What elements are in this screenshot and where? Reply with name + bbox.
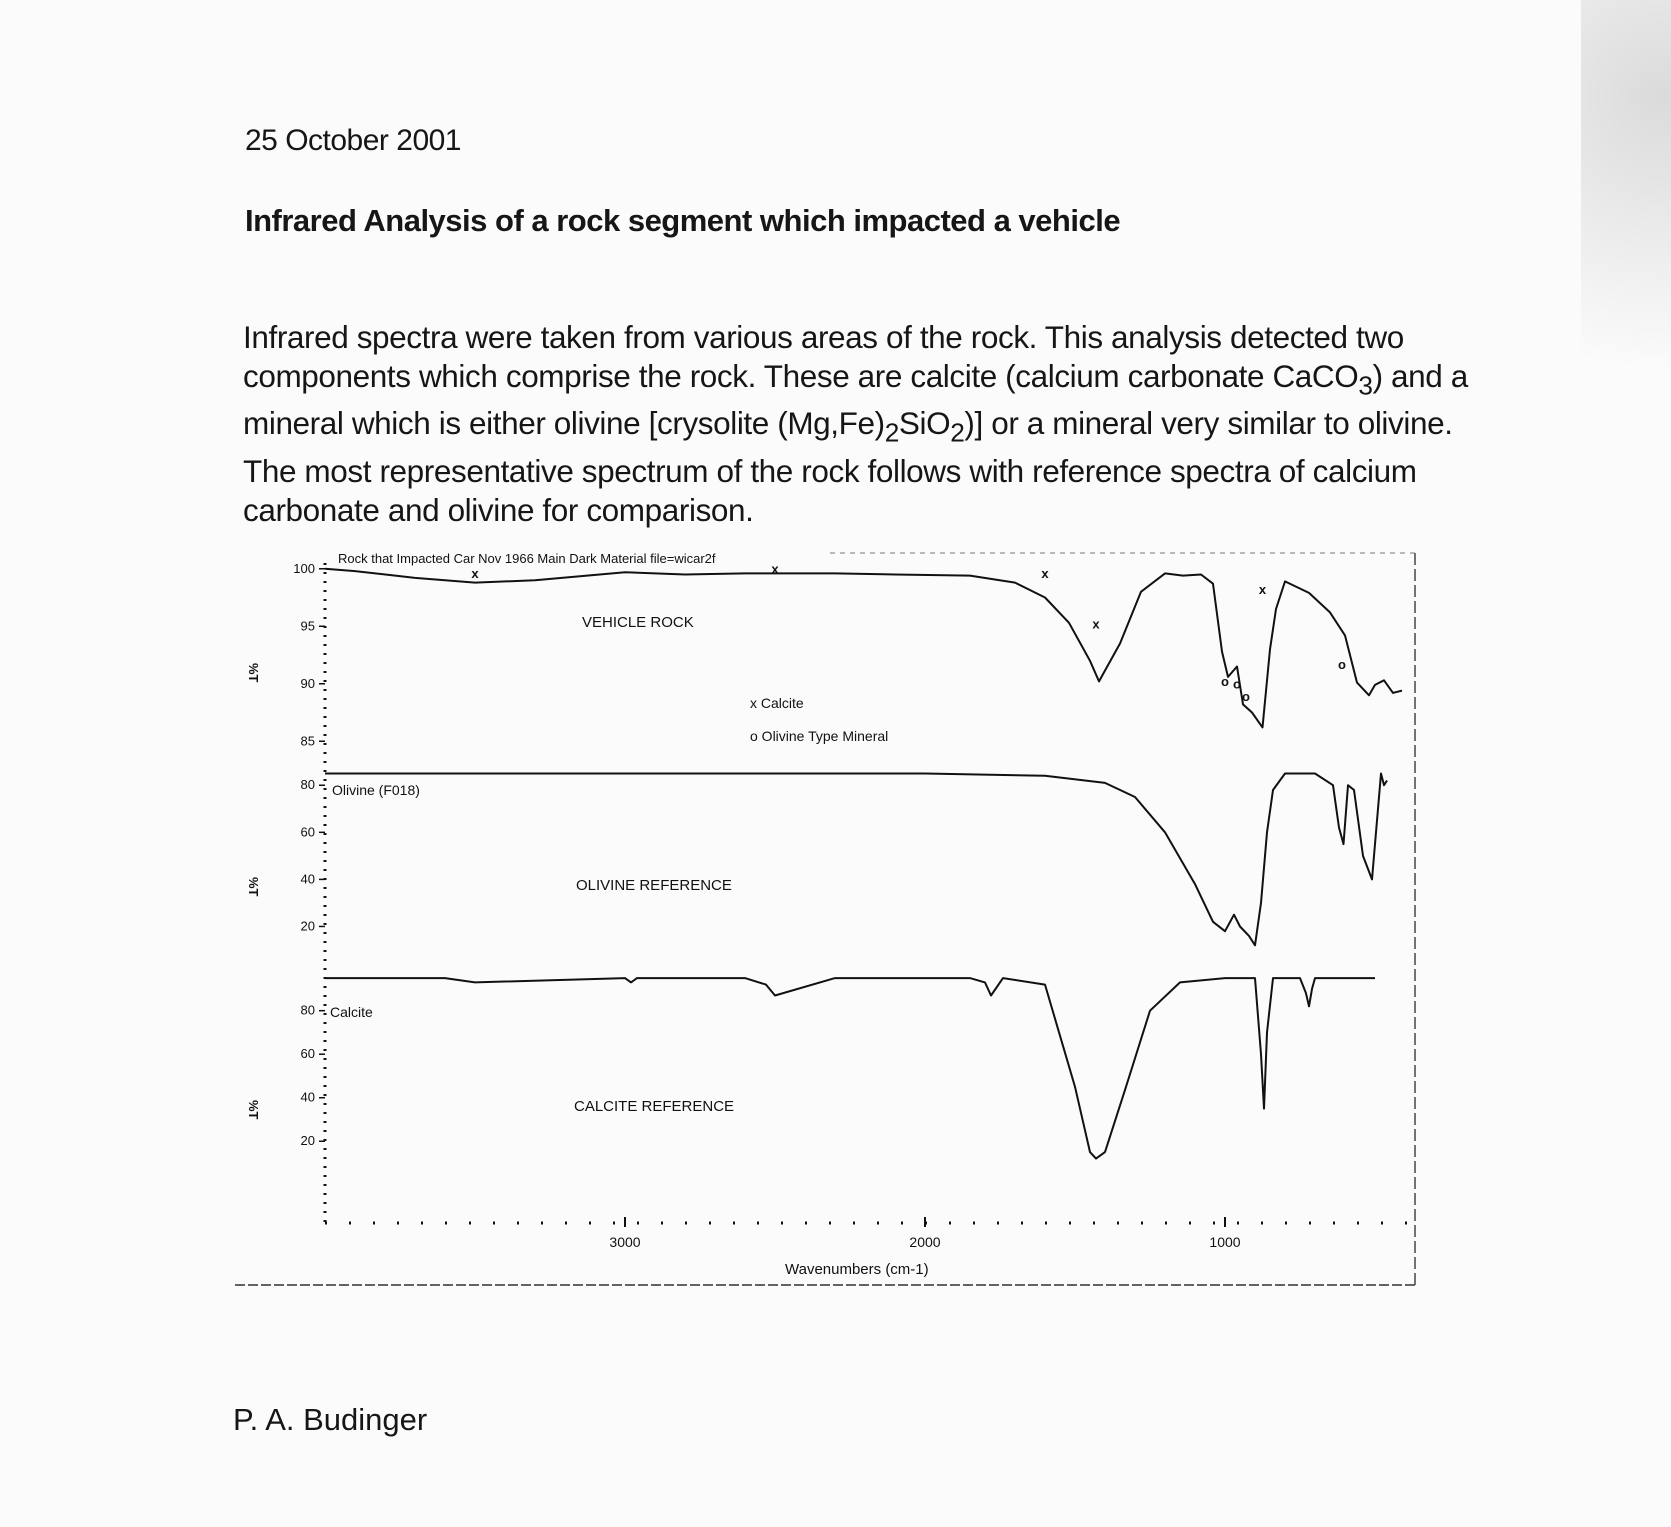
calcite-peak-marker: x (1092, 616, 1100, 632)
x-tick-label: 1000 (1209, 1234, 1241, 1250)
series-label-calcite: Calcite (330, 1004, 373, 1020)
olivine-peak-marker: o (1338, 656, 1346, 672)
body-paragraph (243, 318, 1483, 529)
x-axis-title: Wavenumbers (cm-1) (785, 1261, 929, 1278)
y-tick-label: 40 (300, 1089, 315, 1105)
legend-calcite: x Calcite (750, 695, 804, 711)
subscript: 2 (884, 417, 899, 448)
olivine-peak-marker: o (1242, 689, 1250, 704)
scan-noise (1581, 0, 1671, 480)
series-layer (325, 569, 1402, 1159)
panel-label-olivine-reference: OLIVINE REFERENCE (576, 877, 732, 894)
calcite-peak-marker: x (471, 565, 479, 581)
y-tick-label: 80 (300, 777, 315, 793)
document-date: 25 October 2001 (245, 124, 461, 157)
document-title: Infrared Analysis of a rock segment which impacted a vehicle (245, 203, 1121, 238)
spectrum-line-olivine-reference (325, 774, 1387, 946)
y-tick-label: 20 (300, 918, 315, 934)
y-tick-label: 95 (300, 618, 315, 634)
calcite-peak-marker: x (1041, 565, 1049, 581)
paragraph-text: )] or a mineral very similar to olivine. The most representative spectrum of the rock follows with reference spectra of calcium carbonate and olivine for comparison. (243, 405, 1453, 528)
calcite-peak-marker: x (1258, 582, 1267, 598)
spectrum-header: Rock that Impacted Car Nov 1966 Main Dark Material file=wicar2f (338, 551, 716, 566)
legend-olivine: o Olivine Type Mineral (750, 728, 889, 744)
panel-label-vehicle-rock: VEHICLE ROCK (582, 614, 694, 631)
tick-layer (293, 561, 1240, 1250)
y-tick-label: 40 (300, 871, 315, 887)
x-tick-label: 3000 (609, 1234, 641, 1250)
y-tick-label: 85 (300, 733, 315, 749)
author-name: P. A. Budinger (233, 1402, 428, 1437)
y-tick-label: 60 (300, 1046, 315, 1062)
spectrum-line-vehicle-rock (325, 569, 1402, 728)
y-axis-title-1: %T (246, 663, 261, 683)
y-tick-label: 60 (300, 824, 315, 840)
calcite-peak-marker: x (771, 561, 779, 577)
paragraph-text: SiO (898, 405, 951, 442)
ir-spectra-figure (230, 545, 1440, 1300)
paragraph-text: Infrared spectra were taken from various areas of the rock. This analysis detected two components which comprise the rock. These are calcite (calcium carbonate CaCO (243, 319, 1404, 394)
y-tick-label: 80 (300, 1002, 315, 1018)
olivine-peak-marker: o (1221, 674, 1229, 690)
y-tick-label: 20 (300, 1133, 315, 1149)
y-axis-title-3: %T (246, 1100, 261, 1120)
x-tick-label: 2000 (909, 1234, 941, 1250)
y-tick-label: 90 (300, 675, 315, 691)
paragraph-text: ) and a mineral which is either olivine [crysolite (Mg,Fe) (243, 357, 1468, 442)
spectrum-line-calcite-reference (325, 978, 1375, 1159)
series-label-olivine: Olivine (F018) (332, 782, 420, 798)
olivine-peak-marker: o (1233, 676, 1241, 692)
subscript: 2 (950, 417, 965, 448)
y-axis-title-2: %T (246, 877, 261, 897)
marker-layer (471, 561, 1346, 704)
subscript: 3 (1358, 369, 1373, 400)
ir-spectra-chart (230, 545, 1440, 1295)
y-tick-label: 100 (293, 560, 315, 576)
panel-label-calcite-reference: CALCITE REFERENCE (574, 1098, 735, 1115)
